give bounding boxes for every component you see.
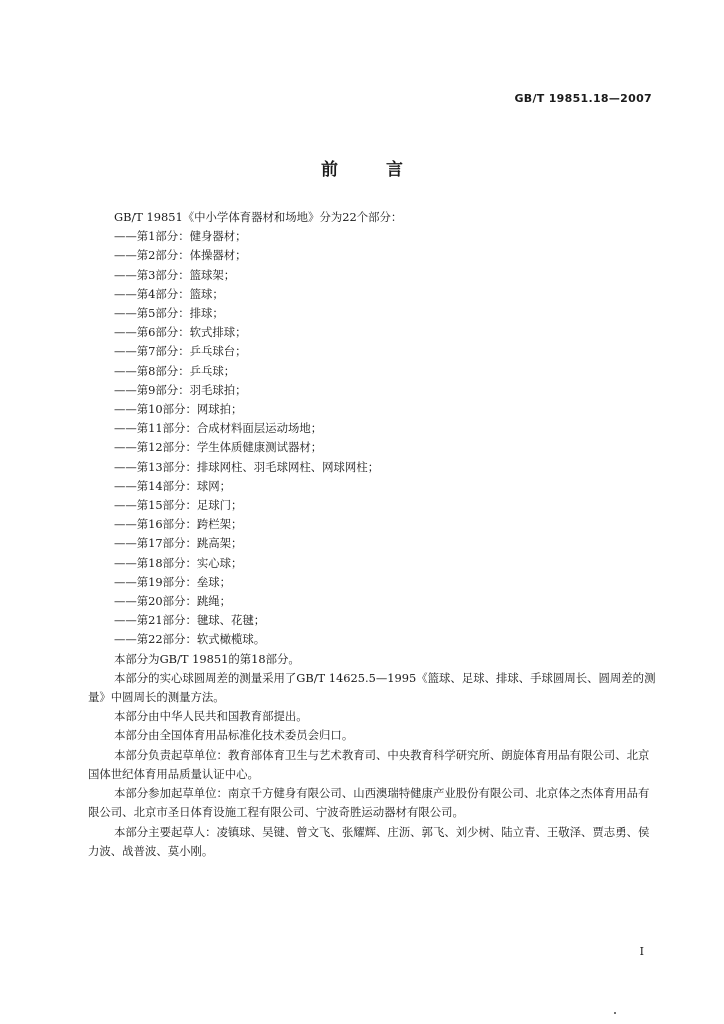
scan-dot: [614, 1012, 616, 1014]
page-title: 前言: [321, 160, 451, 180]
part-list-item: ——第13部分：排球网柱、羽毛球网柱、网球网柱；: [114, 459, 380, 474]
part-list-item: ——第6部分：软式排球；: [114, 325, 247, 340]
part-list-item: ——第10部分：网球拍；: [114, 402, 243, 417]
part-list-item: ——第16部分：跨栏架；: [114, 517, 243, 532]
paragraph: 本部分负责起草单位：教育部体育卫生与艺术教育司、中央教育科学研究所、朗旋体育用品有限公司、北京国体世纪体育用品质量认证中心。: [88, 747, 650, 781]
part-list-item: ——第7部分：乒乓球台；: [114, 344, 247, 359]
part-list-item: ——第1部分：健身器材；: [114, 229, 247, 244]
part-list-item: ——第20部分：跳绳；: [114, 594, 232, 609]
part-list-item: ——第22部分：软式橄榄球。: [114, 632, 266, 647]
part-list-item: ——第8部分：乒乓球；: [114, 363, 236, 378]
part-list-item: ——第5部分：排球；: [114, 306, 224, 321]
part-list-item: ——第17部分：跳高架；: [114, 536, 243, 551]
parts-list: [88, 227, 656, 649]
part-list-item: ——第2部分：体操器材；: [114, 248, 247, 263]
part-list-item: ——第18部分：实心球；: [114, 555, 243, 570]
part-list-item: ——第21部分：毽球、花毽；: [114, 613, 266, 628]
intro-line: GB/T 19851《中小学体育器材和场地》分为22个部分：: [114, 210, 403, 224]
page-number: I: [639, 945, 644, 958]
paragraph: 本部分的实心球圆周差的测量采用了GB/T 14625.5—1995《篮球、足球、排球、手球圆周长、圆周差的测量》中圆周长的测量方法。: [88, 670, 656, 705]
part-list-item: ——第9部分：羽毛球拍；: [114, 382, 247, 397]
part-list-item: ——第4部分：篮球；: [114, 286, 224, 301]
foreword-body: [88, 208, 656, 861]
paragraphs: [88, 650, 656, 861]
part-list-item: ——第14部分：球网；: [114, 478, 232, 493]
part-list-item: ——第11部分：合成材料面层运动场地；: [114, 421, 323, 436]
part-list-item: ——第15部分：足球门；: [114, 498, 243, 513]
part-list-item: ——第12部分：学生体质健康测试器材；: [114, 440, 323, 455]
paragraph: 本部分参加起草单位：南京千方健身有限公司、山西澳瑞特健康产业股份有限公司、北京体之杰体育用品有限公司、北京市圣日体育设施工程有限公司、宁波奇胜运动器材有限公司。: [88, 786, 650, 820]
paragraph: 本部分由中华人民共和国教育部提出。: [114, 709, 308, 724]
part-list-item: ——第19部分：垒球；: [114, 574, 232, 589]
paragraph: 本部分为GB/T 19851的第18部分。: [114, 651, 300, 666]
part-list-item: ——第3部分：篮球架；: [114, 267, 236, 282]
paragraph: 本部分主要起草人：凌镇球、吴键、曾文飞、张耀辉、庄沥、郭飞、刘少树、陆立青、王敬泽、贾志勇、侯力波、战普波、莫小刚。: [88, 824, 650, 858]
paragraph: 本部分由全国体育用品标准化技术委员会归口。: [114, 728, 354, 743]
standard-code: GB/T 19851.18—2007: [514, 92, 652, 105]
